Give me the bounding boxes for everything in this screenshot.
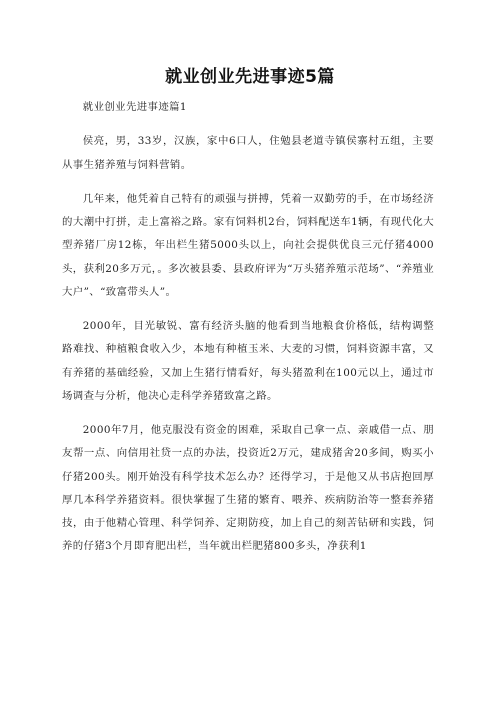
- paragraph: 2000年，目光敏锐、富有经济头脑的他看到当地粮食价格低，结构调整路难找、种植粮食收入少，本地有种植玉米、大麦的习惯，饲料资源丰富，又有养猪的基础经验，又加上生猪行情看好，每头猪盈利在100元以上，通过市场调查与分析，他决心走科学养猪致富之路。: [62, 320, 434, 402]
- section-heading: 就业创业先进事迹篇1: [82, 101, 187, 113]
- document-body: [62, 96, 434, 570]
- paragraph: 几年来，他凭着自己特有的顽强与拼搏，凭着一双勤劳的手，在市场经济的大潮中打拼，走上富裕之路。家有饲料机2台，饲料配送车1辆，有现代化大型养猪厂房12栋，年出栏生猪5000头以上，向社会提供优良三元仔猪4000头，获利20多万元，。多次被县委、县政府评为“万头猪养殖示范场”、“养殖业大户”、“致富带头人”。: [62, 192, 434, 298]
- paragraph: 侯亮，男，33岁，汉族，家中6口人，住勉县老道寺镇侯寨村五组，主要从事生猪养殖与饲料营销。: [62, 135, 434, 171]
- document-title: 就业创业先进事迹5篇: [165, 67, 335, 87]
- paragraph: 2000年7月，他克服没有资金的困难，采取自己拿一点、亲戚借一点、朋友帮一点、向信用社贷一点的办法，投资近2万元，建成猪舍20多间，购买小仔猪200头。刚开始没有科学技术怎么办？还得学习，于是他又从书店抱回厚厚几本科学养猪资料。很快掌握了生猪的繁育、喂养、疾病防治等一整套养猪技，由于他精心管理、科学饲养、定期防疫，加上自己的刻苦钻研和实践，饲养的仔猪3个月即育肥出栏，当年就出栏肥猪800多头，净获利1: [62, 424, 434, 553]
